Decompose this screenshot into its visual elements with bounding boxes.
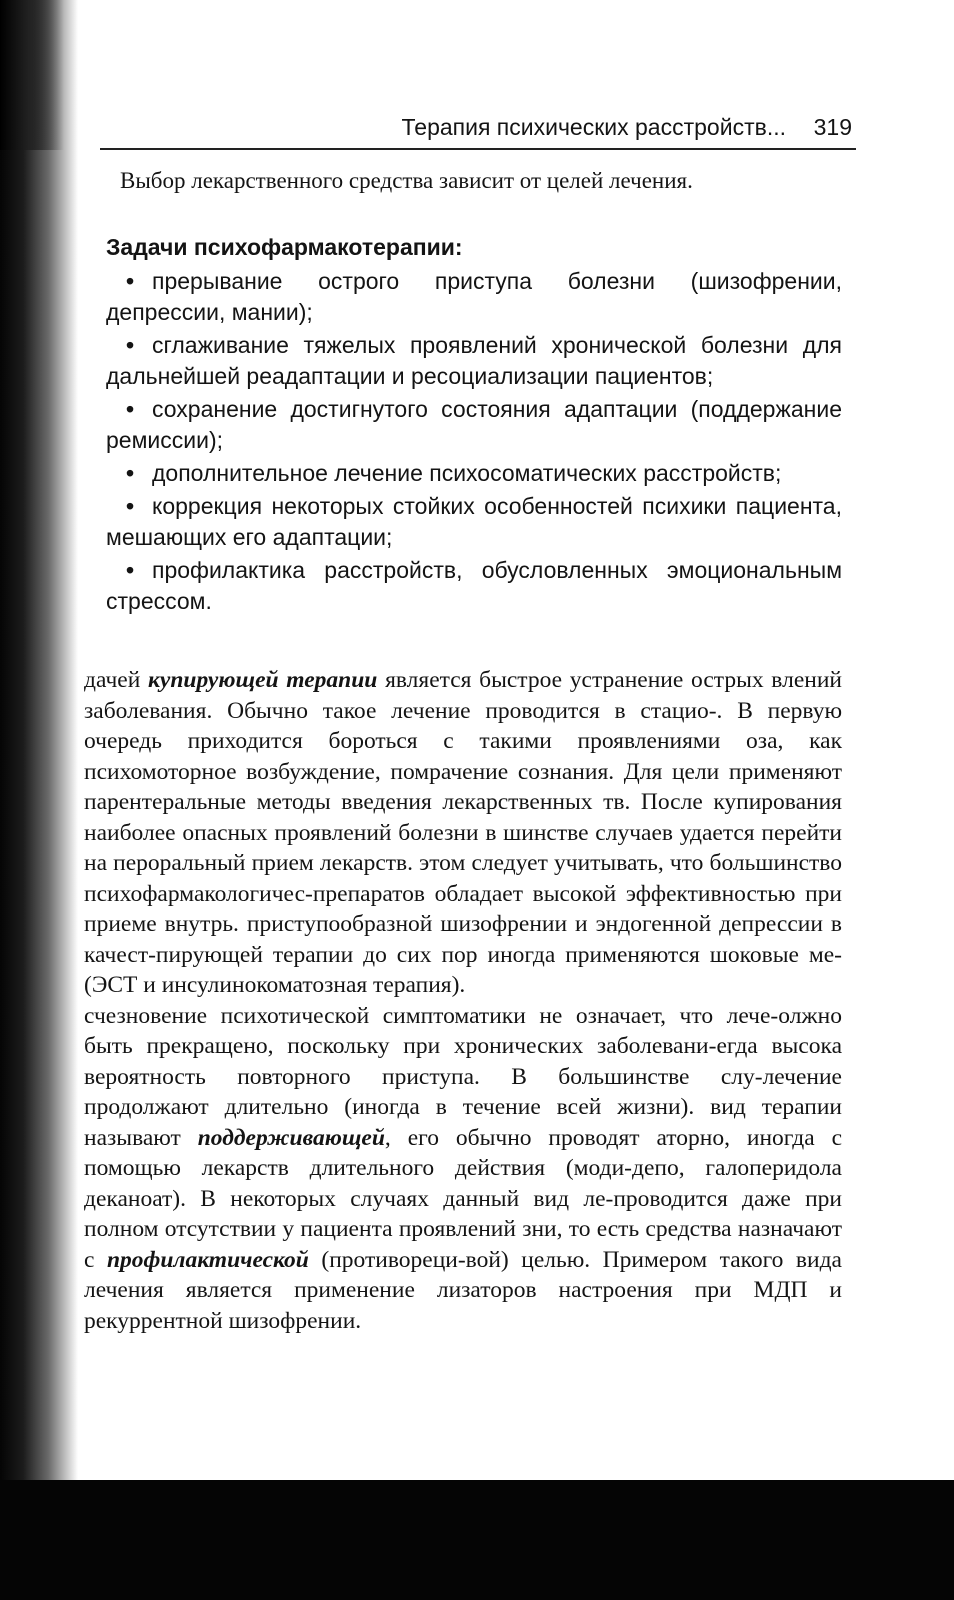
bullet-icon: • <box>126 493 135 519</box>
paragraph-text: , его обычно проводят аторно, иногда с помощью лекарств длительного действия (моди-депо, галоперидола деканоат). В некоторых случаях данный вид ле-проводится даже при полном отсутствии у пациента проявлений зни, то есть средства назначают с <box>84 1124 842 1273</box>
task-item <box>106 458 842 489</box>
scan-spine-shadow <box>0 0 78 1600</box>
page-number: 319 <box>813 114 852 140</box>
scan-bottom-shadow <box>0 1480 954 1600</box>
task-text: сохранение достигнутого состояния адаптации (поддержание ремиссии); <box>106 396 842 453</box>
lead-sentence: Выбор лекарственного средства зависит от целей лечения. <box>120 168 693 193</box>
paragraph-text: (противореци-вой) целью. Примером такого вида лечения является применение лизаторов настроения при МДП и рекуррентной шизофрении. <box>84 1246 842 1334</box>
paragraph-text: является быстрое устранение острых влений заболевания. Обычно такое лечение проводится в стацио-. В первую очередь приходится бороться с такими проявлениями оза, как психомоторное возбуждение, помрачение сознания. Для цели применяют парентеральные методы введения лекарственных тв. После купирования наиболее опасных проявлений болезни в шинстве случаев удается перейти на пероральный прием лекарств. этом следует учитывать, что большинство психофармакологичес-препаратов обладает высокой эффективностью при приеме внутрь. приступообразной шизофрении и эндогенной депрессии в качест-пирующей терапии до сих пор иногда применяются шоковые ме-(ЭСТ и инсулинокоматозная терапия). <box>84 667 842 998</box>
task-item <box>106 266 842 328</box>
running-header <box>100 108 856 150</box>
task-text: коррекция некоторых стойких особенностей психики пациента, мешающих его адаптации; <box>106 493 842 550</box>
emphasized-term: поддерживающей <box>197 1124 385 1151</box>
emphasized-term: профилактической <box>106 1246 309 1273</box>
scan-spine-shadow-top <box>0 0 64 150</box>
task-item <box>106 555 842 617</box>
tasks-heading: Задачи психофармакотерапии: <box>106 234 463 260</box>
task-text: сглаживание тяжелых проявлений хронической болезни для дальнейшей реадаптации и ресоциализации пациентов; <box>106 332 842 389</box>
emphasized-term: купирующей терапии <box>147 667 378 693</box>
bullet-icon: • <box>126 557 135 583</box>
body-text <box>84 665 842 1336</box>
paragraph-maintenance-therapy <box>84 1001 842 1337</box>
bullet-icon: • <box>126 268 135 294</box>
tasks-section <box>106 232 842 619</box>
task-text: профилактика расстройств, обусловленных эмоциональным стрессом. <box>106 557 842 614</box>
bullet-icon: • <box>126 332 135 358</box>
task-item <box>106 330 842 392</box>
paragraph-text: счезновение психотической симптоматики не означает, что лече-олжно быть прекращено, поскольку при хронических заболевани-егда высока вероятность повторного приступа. В большинстве слу-лечение продолжают длительно (иногда в течение всей жизни). вид терапии называют <box>84 1002 842 1151</box>
bullet-icon: • <box>126 396 135 422</box>
running-title: Терапия психических расстройств... <box>401 114 786 140</box>
task-text: прерывание острого приступа болезни (шизофрении, депрессии, мании); <box>106 268 842 325</box>
task-text: дополнительное лечение психосоматических расстройств; <box>152 460 782 486</box>
paragraph-acute-therapy <box>84 665 842 1001</box>
paragraph-text: дачей <box>84 667 148 693</box>
task-item <box>106 394 842 456</box>
task-item <box>106 491 842 553</box>
bullet-icon: • <box>126 460 135 486</box>
